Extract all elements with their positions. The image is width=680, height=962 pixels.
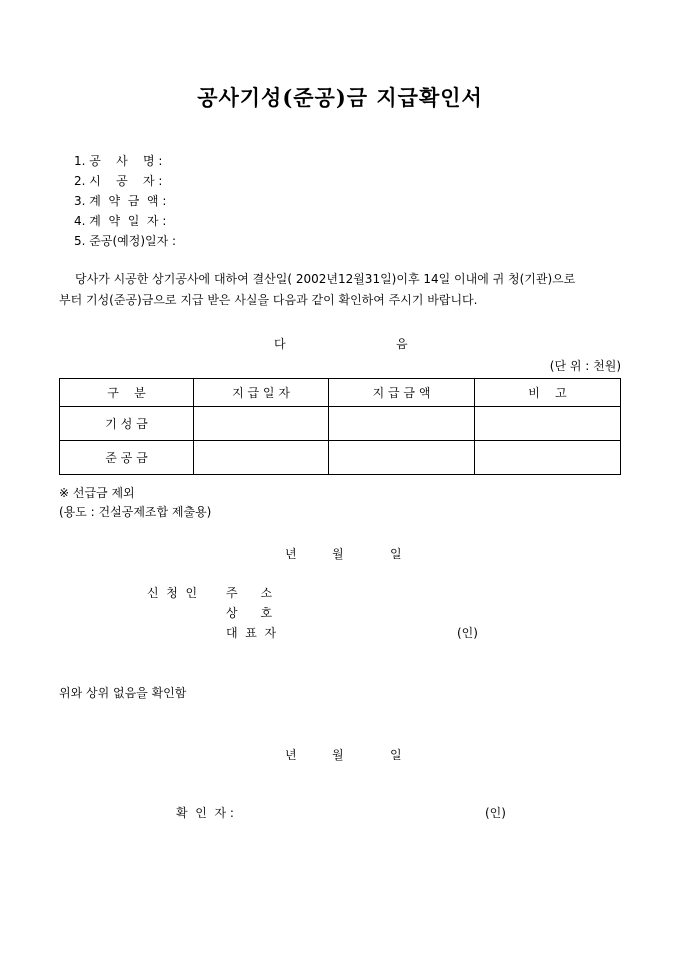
cell-empty[interactable] xyxy=(194,441,329,475)
confirmer-seal: (인) xyxy=(485,806,506,820)
table-header-row xyxy=(60,379,621,407)
row-label-completion: 준 공 금 xyxy=(60,441,194,475)
applicant-representative: 대 표 자 xyxy=(226,626,277,640)
note-usage: (용도 : 건설공제조합 제출용) xyxy=(59,505,212,519)
page-title: 공사기성(준공)금 지급확인서 xyxy=(197,85,483,110)
applicant-address: 주 소 xyxy=(226,586,273,600)
applicant-label: 신 청 인 xyxy=(147,586,198,600)
item-project-name: 1. 공 사 명 : xyxy=(74,154,163,168)
row-label-progress: 기 성 금 xyxy=(60,407,194,441)
item-contractor: 2. 시 공 자 : xyxy=(74,174,163,188)
item-contract-date: 4. 계 약 일 자 : xyxy=(74,214,167,228)
cell-empty[interactable] xyxy=(329,407,475,441)
header-payment-date: 지 급 일 자 xyxy=(194,379,329,407)
note-advance-excluded: ※ 선급금 제외 xyxy=(59,486,135,500)
date-day-2: 일 xyxy=(390,748,402,762)
item-contract-amount: 3. 계 약 금 액 : xyxy=(74,194,167,208)
date-year-2: 년 xyxy=(285,748,297,762)
heading-da: 다 xyxy=(274,337,286,351)
date-month-2: 월 xyxy=(332,748,344,762)
cell-empty[interactable] xyxy=(475,441,621,475)
date-day-1: 일 xyxy=(390,547,402,561)
item-completion-date: 5. 준공(예정)일자 : xyxy=(74,234,177,248)
heading-eum: 음 xyxy=(396,337,408,351)
paragraph-line-1: 당사가 시공한 상기공사에 대하여 결산일( 2002년12월31일)이후 14일 이내에 귀 청(기관)으로 xyxy=(75,272,576,286)
cell-empty[interactable] xyxy=(329,441,475,475)
table-row xyxy=(60,407,621,441)
paragraph-line-2: 부터 기성(준공)금으로 지급 받은 사실을 다음과 같이 확인하여 주시기 바랍니다. xyxy=(59,293,478,307)
date-month-1: 월 xyxy=(332,547,344,561)
date-year-1: 년 xyxy=(285,547,297,561)
applicant-company: 상 호 xyxy=(226,606,273,620)
header-remarks: 비 고 xyxy=(475,379,621,407)
payment-table xyxy=(59,378,621,475)
cell-empty[interactable] xyxy=(475,407,621,441)
header-category: 구 분 xyxy=(60,379,194,407)
confirm-statement: 위와 상위 없음을 확인함 xyxy=(59,686,187,700)
cell-empty[interactable] xyxy=(194,407,329,441)
unit-label: (단 위 : 천원) xyxy=(549,359,621,373)
item-list xyxy=(74,151,176,251)
header-payment-amount: 지 급 금 액 xyxy=(329,379,475,407)
applicant-seal: (인) xyxy=(457,626,478,640)
table-row xyxy=(60,441,621,475)
body-paragraph xyxy=(59,269,623,311)
confirmer-label: 확 인 자 : xyxy=(176,806,234,820)
